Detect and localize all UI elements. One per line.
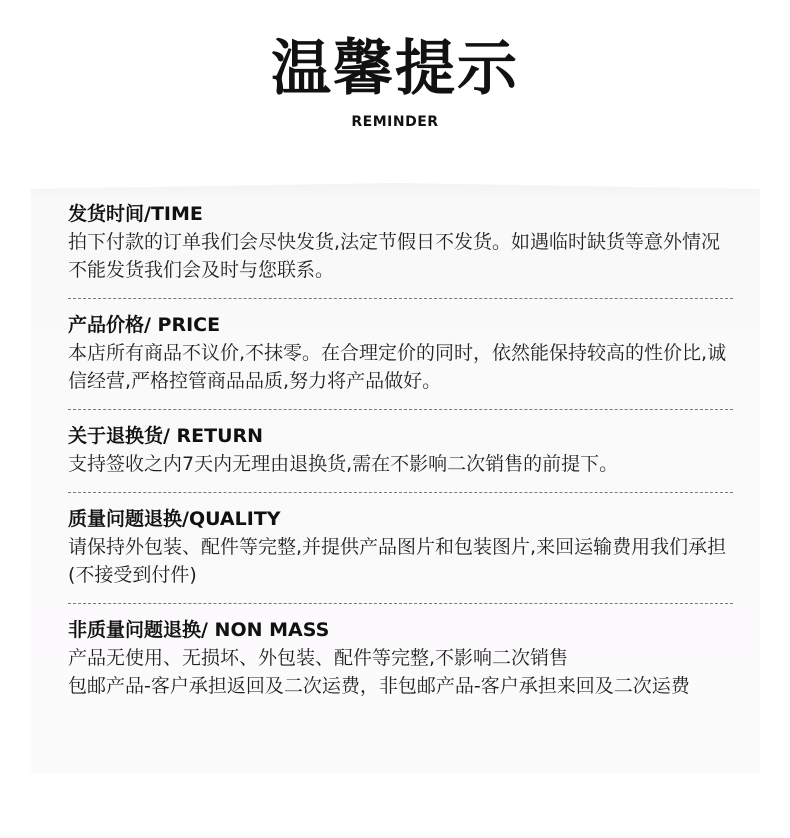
section-heading: 非质量问题退换/ NON MASS — [68, 619, 330, 641]
section-quality — [68, 505, 733, 589]
section-text: 请保持外包装、配件等完整,并提供产品图片和包装图片,来回运输费用我们承担(不接受到付件) — [68, 536, 727, 586]
section-body — [68, 339, 733, 395]
section-text: 本店所有商品不议价,不抹零。在合理定价的同时，依然能保持较高的性价比,诚信经营,严格控管商品品质,努力将产品做好。 — [68, 342, 727, 392]
section-text: 包邮产品-客户承担返回及二次运费，非包邮产品-客户承担来回及二次运费 — [68, 675, 690, 697]
section-body — [68, 533, 733, 589]
section-body — [68, 644, 733, 700]
section-non-quality — [68, 616, 733, 700]
section-body — [68, 228, 733, 284]
section-heading: 产品价格/ PRICE — [68, 314, 221, 336]
section-heading: 质量问题退换/QUALITY — [68, 508, 281, 530]
notice-content — [68, 200, 733, 700]
section-heading: 发货时间/TIME — [68, 203, 203, 225]
page-title: 温馨提示 — [271, 34, 519, 104]
dashed-divider — [68, 298, 733, 299]
section-text: 拍下付款的订单我们会尽快发货,法定节假日不发货。如遇临时缺货等意外情况不能发货我们会及时与您联系。 — [68, 231, 721, 281]
section-body — [68, 450, 733, 478]
dashed-divider — [68, 603, 733, 604]
dashed-divider — [68, 409, 733, 410]
dashed-divider — [68, 492, 733, 493]
section-heading: 关于退换货/ RETURN — [68, 425, 264, 447]
section-price — [68, 311, 733, 395]
section-shipping-time — [68, 200, 733, 284]
page-subtitle: REMINDER — [351, 114, 439, 130]
section-return — [68, 422, 733, 478]
section-text: 支持签收之内7天内无理由退换货,需在不影响二次销售的前提下。 — [68, 453, 619, 475]
section-text: 产品无使用、无损坏、外包装、配件等完整,不影响二次销售 — [68, 647, 569, 669]
